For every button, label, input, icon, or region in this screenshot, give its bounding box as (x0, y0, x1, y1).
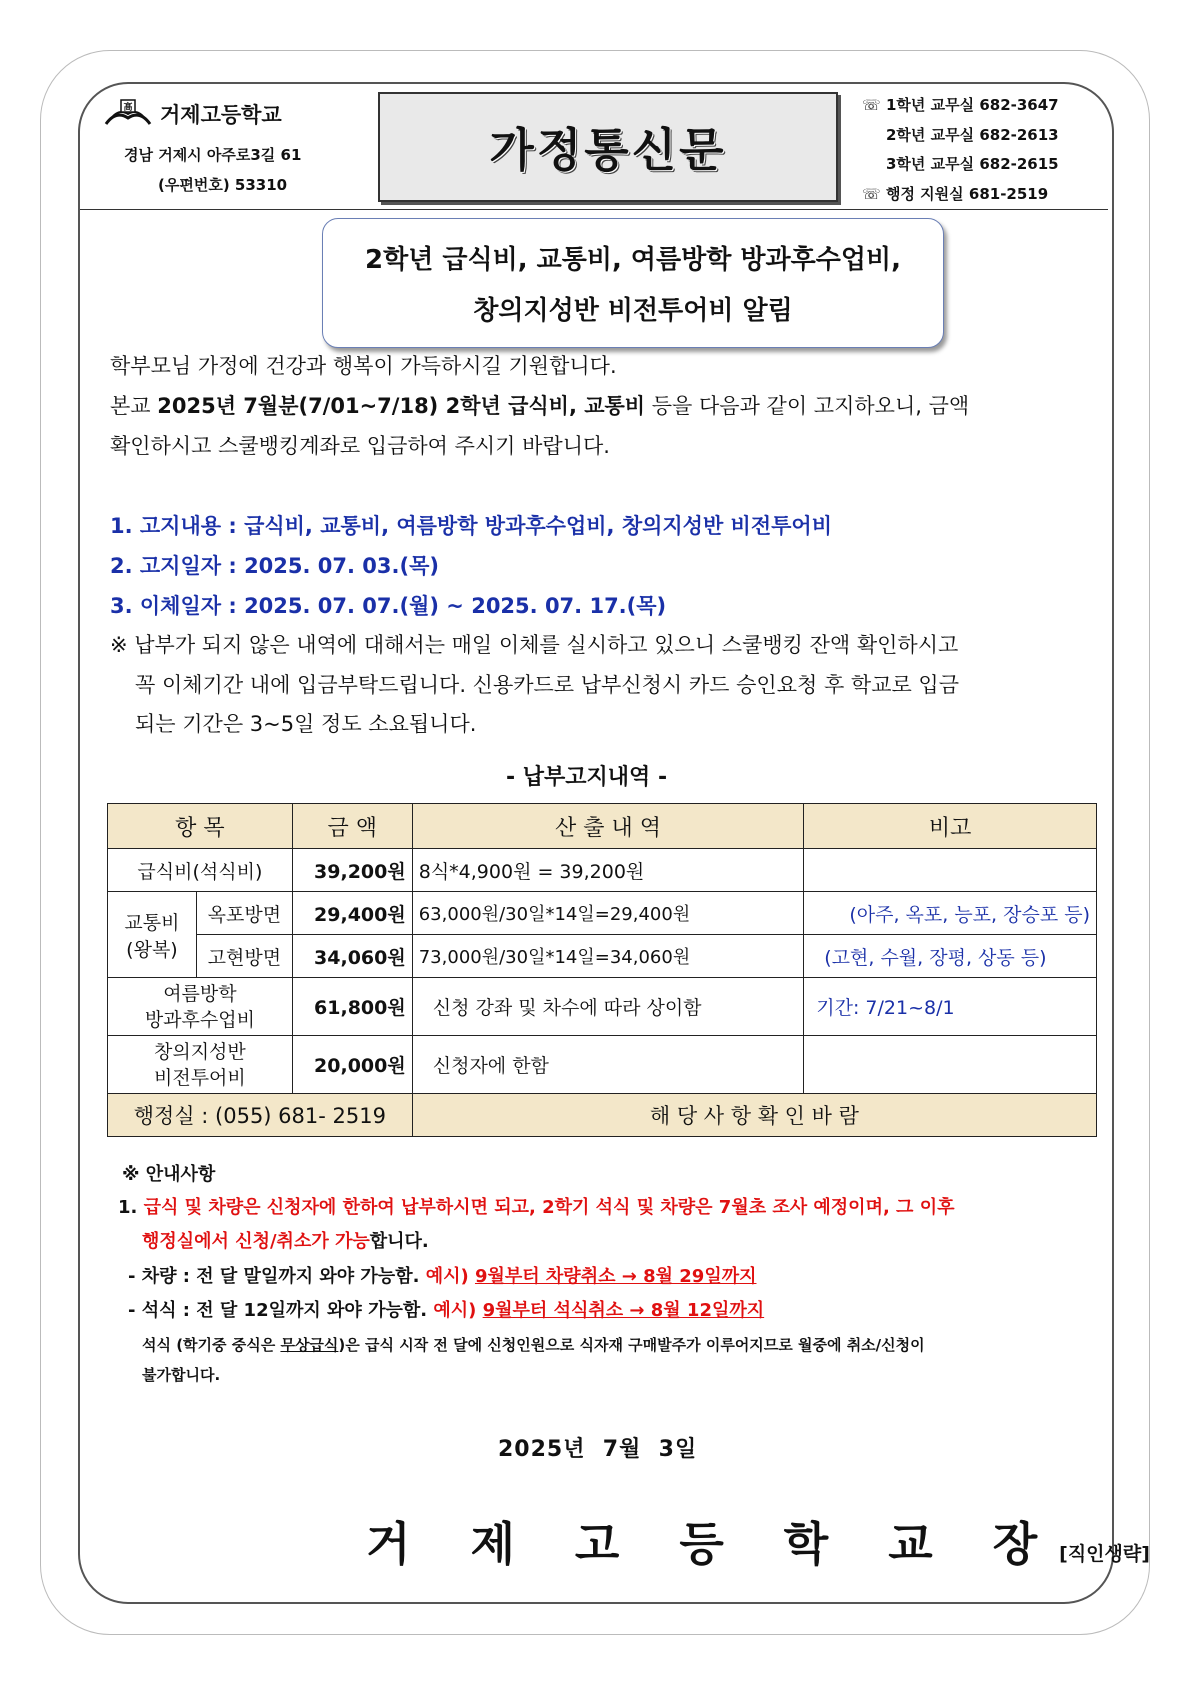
notice-title-line2: 창의지성반 비전투어비 알림 (473, 296, 793, 326)
guide-dinner-detail: 석식 (학기중 중식은 무상급식)은 급식 시작 전 달에 신청인원으로 식자재 구매발주가 이루어지므로 월중에 취소/신청이 (142, 1336, 925, 1354)
okpo-note: (아주, 옥포, 능포, 장승포 등) (804, 892, 1097, 935)
page-title: 가정통신문 (489, 123, 727, 177)
guide-title: ※ 안내사항 (122, 1164, 216, 1185)
item-date: 2. 고지일자 : 2025. 07. 03.(목) (110, 554, 439, 578)
notice-title-line1: 2학년 급식비, 교통비, 여름방학 방과후수업비, (364, 245, 902, 275)
summer-calc: 신청 강좌 및 차수에 따라 상이함 (412, 978, 804, 1036)
intro-greeting: 학부모님 가정에 건강과 행복이 가득하시길 기원합니다. (110, 354, 617, 378)
summer-note: 기간: 7/21~8/1 (804, 978, 1097, 1036)
phone-grade2: 2학년 교무실 682-2613 (886, 126, 1059, 144)
summer-amount: 61,800원 (292, 978, 412, 1036)
vision-calc: 신청자에 한함 (412, 1036, 804, 1094)
gohyun-amount: 34,060원 (292, 935, 412, 978)
phone-icon: ☏ (862, 96, 886, 114)
table-header-row (108, 804, 1097, 849)
note-line2: 꼭 이체기간 내에 입금부탁드립니다. 신용카드로 납부신청시 카드 승인요청 후 학교로 입금 (135, 673, 960, 697)
header-item: 항 목 (108, 804, 293, 849)
table-footer-row (108, 1094, 1097, 1137)
note-line3: 되는 기간은 3~5일 정도 소요됩니다. (135, 712, 477, 736)
guide-dinner-detail2: 불가합니다. (142, 1366, 221, 1384)
note-line1: ※ 납부가 되지 않은 내역에 대해서는 매일 이체를 실시하고 있으니 스쿨뱅킹 잔액 확인하시고 (110, 633, 959, 657)
table-row (108, 849, 1097, 892)
vision-label: 창의지성반 비전투어비 (108, 1036, 293, 1094)
table-row (108, 935, 1097, 978)
school-name: 거제고등학교 (160, 103, 282, 127)
header-divider (80, 209, 1108, 210)
school-logo-row (104, 98, 282, 130)
intro-line2: 본교 2025년 7월분(7/01~7/18) 2학년 급식비, 교통비 등을 다음과 같이 고지하오니, 금액 (110, 394, 970, 418)
phone-admin: ☏ 행정 지원실 681-2519 (862, 185, 1049, 203)
guide-line1: 1. 급식 및 차량은 신청자에 한하여 납부하시면 되고, 2학기 석식 및 차량은 7월초 조사 예정이며, 그 이후 (118, 1197, 955, 1218)
title-box (378, 92, 838, 202)
guide-line2: 행정실에서 신청/취소가 가능합니다. (142, 1231, 429, 1252)
intro-line3: 확인하시고 스쿨뱅킹계좌로 입금하여 주시기 바랍니다. (110, 434, 610, 458)
gohyun-note: (고현, 수월, 장평, 상동 등) (804, 935, 1097, 978)
confirm-message: 해 당 사 항 확 인 바 람 (412, 1094, 1096, 1137)
header-calc: 산 출 내 역 (412, 804, 804, 849)
seal-omitted-note: [직인생략] (1059, 1543, 1150, 1565)
meal-label: 급식비(석식비) (108, 849, 293, 892)
gohyun-calc: 73,000원/30일*14일=34,060원 (412, 935, 804, 978)
school-address: 경남 거제시 아주로3길 61 (124, 146, 302, 164)
meal-calc: 8식*4,900원 = 39,200원 (412, 849, 804, 892)
fee-table (107, 803, 1097, 1137)
meal-note (804, 849, 1097, 892)
table-row (108, 892, 1097, 935)
table-row (108, 1036, 1097, 1094)
svg-text:高: 高 (123, 103, 133, 113)
guide-vehicle: - 차량 : 전 달 말일까지 와야 가능함. 예시) 9월부터 차량취소 → 8월 29일까지 (128, 1266, 757, 1287)
vision-note (804, 1036, 1097, 1094)
transport-label: 교통비 (왕복) (108, 892, 197, 978)
table-row (108, 978, 1097, 1036)
item-transfer: 3. 이체일자 : 2025. 07. 07.(월) ~ 2025. 07. 17.(목) (110, 594, 667, 618)
notice-title-box (322, 218, 944, 348)
phone-grade3: 3학년 교무실 682-2615 (886, 155, 1059, 173)
okpo-calc: 63,000원/30일*14일=29,400원 (412, 892, 804, 935)
school-postcode: (우편번호) 53310 (158, 176, 288, 194)
phone-icon: ☏ (862, 185, 886, 203)
okpo-amount: 29,400원 (292, 892, 412, 935)
header-note: 비고 (804, 804, 1097, 849)
header-amount: 금 액 (292, 804, 412, 849)
school-emblem-icon (104, 98, 152, 130)
vision-amount: 20,000원 (292, 1036, 412, 1094)
phone-grade1: ☏ 1학년 교무실 682-3647 (862, 96, 1059, 114)
meal-amount: 39,200원 (292, 849, 412, 892)
gohyun-label: 고현방면 (196, 935, 292, 978)
item-content: 1. 고지내용 : 급식비, 교통비, 여름방학 방과후수업비, 창의지성반 비전투어비 (110, 514, 832, 538)
summer-label: 여름방학 방과후수업비 (108, 978, 293, 1036)
admin-phone: 행정실 : (055) 681- 2519 (108, 1094, 413, 1137)
guide-dinner: - 석식 : 전 달 12일까지 와야 가능함. 예시) 9월부터 석식취소 → 8월 12일까지 (128, 1300, 765, 1321)
principal-name: 거 제 고 등 학 교 장[직인생략] (366, 1517, 1150, 1571)
table-subtitle: - 납부고지내역 - (506, 765, 668, 790)
okpo-label: 옥포방면 (196, 892, 292, 935)
issue-date: 2025년 7월 3일 (498, 1437, 698, 1462)
